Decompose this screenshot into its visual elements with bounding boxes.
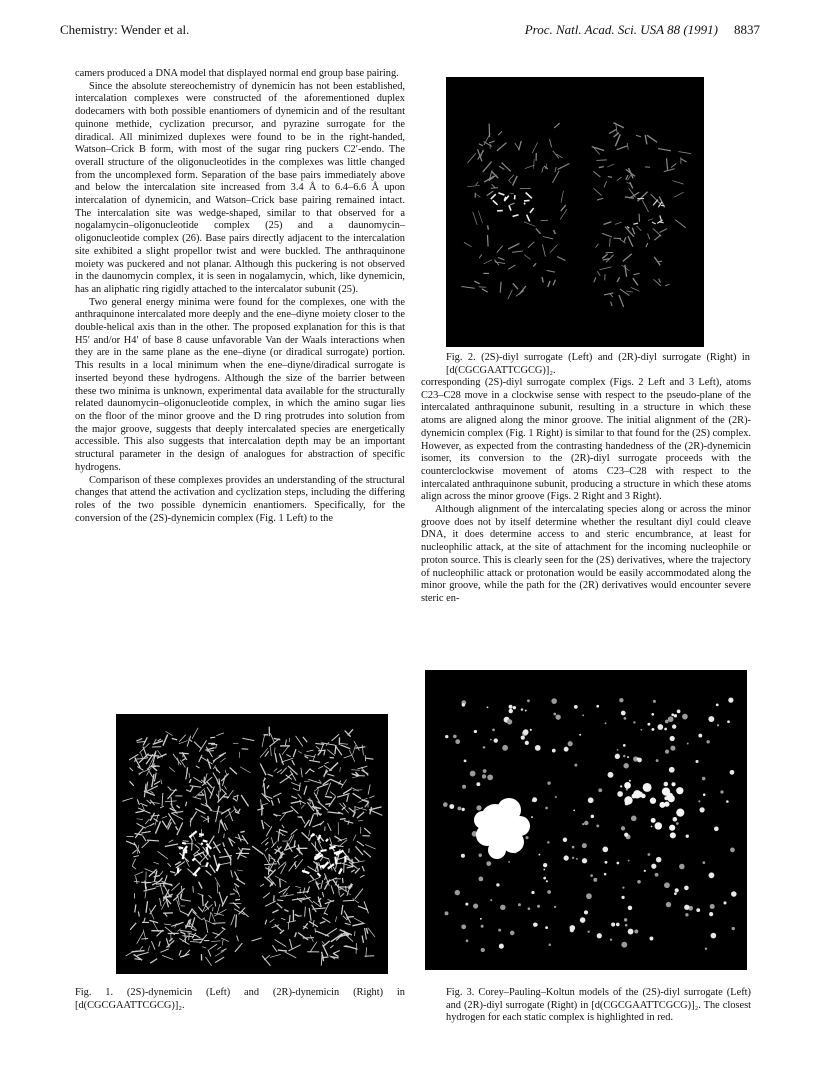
figure-1-stick-model <box>116 714 388 974</box>
header-journal-block <box>525 22 760 38</box>
figure-3-caption: Fig. 3. Corey–Pauling–Koltun models of the (2S)-diyl surrogate (Left) and (2R)-diyl surrogate (Right) in [d(CGCGAATTCGCG)]₂. The closest hydrogen for each static complex is highlighted in red. <box>446 987 751 1024</box>
paragraph: camers produced a DNA model that displayed normal end group base pairing. <box>75 68 399 79</box>
paragraph: Since the absolute stereochemistry of dynemicin has not been established, intercalation complexes were constructed of the aforementioned duplex dodecamers with both possible enantiomers of dynemicin and of the resultant quinone methide, cyclization precursor, and pyrazine surrogate for the diradical. All minimized duplexes were found to be in the right-handed, Watson–Crick B form, with most of the sugar ring puckers C2′-endo. The overall structure of the oligonucleotides in the complexes was little changed from the uncomplexed form. Separation of the base pairs immediately above and below the intercalation site increased from 3.4 Å to 6.4–6.6 Å upon intercalation of dynemicin, and Watson–Crick base pairing remained intact. The intercalation site was wedge-shaped, similar to that observed for a nogalamycin–oligonucleotide complex (25) and a daunomycin–oligonucleotide complex (26). Base pairs directly adjacent to the intercalation site exhibited a slight propellor twist and were buckled. The anthraquinone moiety was puckered and not planar. Although this puckering is not observed in the daunomycin complex, it is seen in nogalamycin, which, like dynemicin, has an aliphatic ring rigidly attached to the intercalator subunit (25). <box>75 80 405 295</box>
paragraph: corresponding (2S)-diyl surrogate complex (Figs. 2 Left and 3 Left), atoms C23–C28 move in a clockwise sense with respect to the pseudo-plane of the intercalated anthraquinone subunit, resulting in a structure in which these atoms are aligned along the minor groove. The initial alignment of the (2R)-dynemicin complex (Fig. 1 Right) is similar to that found for the (2S) complex. However, as expected from the contrasting handedness of the (2R)-dynemicin isomer, its conversion to the (2R)-diyl surrogate proceeds with the counterclockwise movement of atoms C23–C28 with respect to the intercalated anthraquinone subunit, producing a structure in which these atoms align across the minor groove (Figs. 2 Right and 3 Right). <box>421 377 751 503</box>
left-column <box>75 68 405 525</box>
figure-1-image <box>116 714 388 974</box>
right-column <box>421 377 751 606</box>
figure-3-cpk-model <box>425 670 747 970</box>
figure-1-caption: Fig. 1. (2S)-dynemicin (Left) and (2R)-dynemicin (Right) in [d(CGCGAATTCGCG)]₂. <box>75 987 405 1011</box>
header-journal: Proc. Natl. Acad. Sci. USA 88 (1991) <box>524 22 718 37</box>
paragraph: Two general energy minima were found for the complexes, one with the anthraquinone intercalated more deeply and the ene–diyne moiety closer to the double-helical axis than in the other. The proposed explanation for this is that H5′ and/or H4′ of base 8 cause unfavorable Van der Waals interactions when they are in the same plane as the ene–diyne (or diradical surrogate) portion. This results in a local minimum when the ene–diyne/diradical surrogate is inserted beyond these hydrogens. Although the size of the barrier between these two minima is unknown, experimental data available for the structurally related daunomycin–oligonucleotide complex, in which the amino sugar lies on the floor of the minor groove and the D ring protrudes into solution from the major groove, suggests that deeply intercalated species are energetically accessible. This also suggests that intercalation depth may be an important structural parameter in the design of analogues for abstraction of specific hydrogens. <box>75 296 405 473</box>
page-number: 8837 <box>734 22 760 37</box>
figure-2-stick-model <box>446 77 704 347</box>
paragraph: Although alignment of the intercalating species along or across the minor groove does not by itself determine whether the resultant diyl could cleave DNA, it does determine access to and steric encumbrance, at least for nucleophilic attack, at the site of attachment for the incoming nucleophile or proton source. This is clearly seen for the (2S) derivatives, where the trajectory of nucleophilic attack or protonation would be easily accommodated along the minor groove, while the path for the (2R) derivatives would encounter severe steric en- <box>421 504 751 604</box>
figure-2-image <box>446 77 704 347</box>
figure-2-caption: Fig. 2. (2S)-diyl surrogate (Left) and (2R)-diyl surrogate (Right) in [d(CGCGAATTCGCG)]₂. <box>446 352 750 376</box>
figure-3-image <box>425 670 747 970</box>
running-header <box>60 22 760 42</box>
header-authors: Chemistry: Wender et al. <box>60 22 190 37</box>
paragraph: Comparison of these complexes provides an understanding of the structural changes that attend the activation and cyclization steps, including the differing roles of the two possible dynemicin enantiomers. Specifically, for the conversion of the (2S)-dynemicin complex (Fig. 1 Left) to the <box>75 474 405 524</box>
